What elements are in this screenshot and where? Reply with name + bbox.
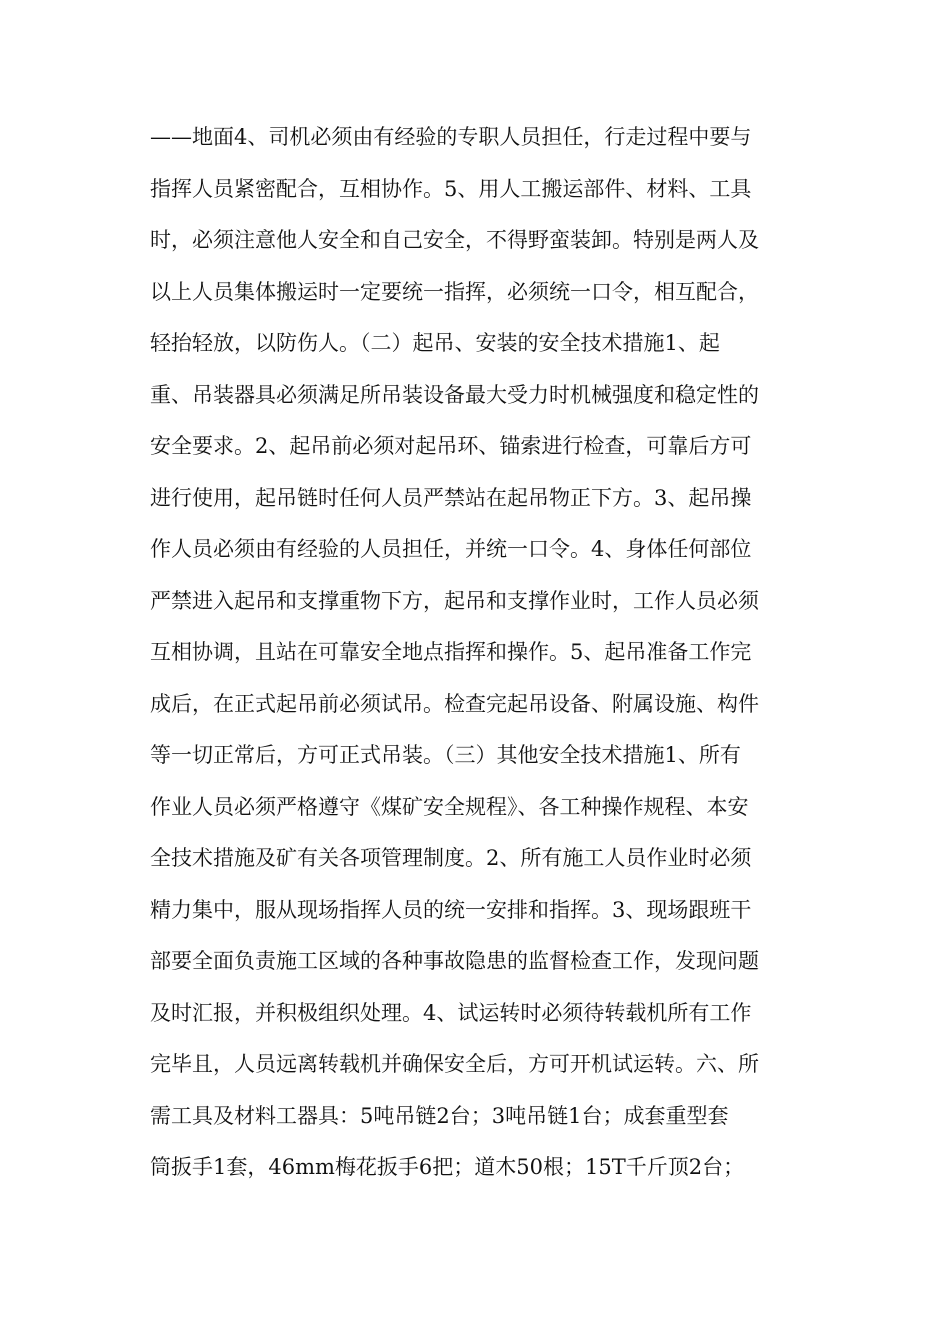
text-line: 等一切正常后，方可正式吊装。（三）其他安全技术措施1、所有 (150, 743, 741, 767)
text-line: 指挥人员紧密配合，互相协作。5、用人工搬运部件、材料、工具 (150, 176, 752, 201)
text-line: 作业人员必须严格遵守《煤矿安全规程》、各工种操作规程、本安 (150, 794, 749, 819)
text-line: 精力集中，服从现场指挥人员的统一安排和指挥。3、现场跟班干 (150, 897, 752, 922)
text-line: ——地面4、司机必须由有经验的专职人员担任，行走过程中要与 (150, 125, 752, 149)
text-line: 作人员必须由有经验的人员担任，并统一口令。4、身体任何部位 (150, 537, 752, 561)
text-line: 需工具及材料工器具：5吨吊链2台；3吨吊链1台；成套重型套 (150, 1103, 729, 1128)
text-line: 以上人员集体搬运时一定要统一指挥，必须统一口令，相互配合， (150, 279, 759, 304)
text-line: 互相协调，且站在可靠安全地点指挥和操作。5、起吊准备工作完 (150, 640, 752, 664)
body-text (150, 112, 810, 1194)
text-line: 全技术措施及矿有关各项管理制度。2、所有施工人员作业时必须 (150, 846, 752, 870)
text-line: 安全要求。2、起吊前必须对起吊环、锚索进行检查，可靠后方可 (150, 434, 752, 458)
text-line: 筒扳手1套，46mm梅花扳手6把；道木50根；15T千斤顶2台； (150, 1155, 745, 1179)
text-line: 部要全面负责施工区域的各种事故隐患的监督检查工作，发现问题 (150, 949, 759, 973)
text-line: 完毕且，人员远离转载机并确保安全后，方可开机试运转。六、所 (150, 1052, 759, 1076)
text-line: 重、吊装器具必须满足所吊装设备最大受力时机械强度和稳定性的 (150, 382, 759, 407)
text-line: 严禁进入起吊和支撑重物下方，起吊和支撑作业时，工作人员必须 (150, 588, 759, 613)
text-line: 轻抬轻放，以防伤人。（二）起吊、安装的安全技术措施1、起 (150, 331, 720, 355)
text-line: 及时汇报，并积极组织处理。4、试运转时必须待转载机所有工作 (150, 1000, 752, 1025)
text-line: 进行使用，起吊链时任何人员严禁站在起吊物正下方。3、起吊操 (150, 485, 752, 510)
text-line: 时，必须注意他人安全和自己安全，不得野蛮装卸。特别是两人及 (150, 228, 759, 252)
text-line: 成后，在正式起吊前必须试吊。检查完起吊设备、附属设施、构件 (150, 691, 759, 716)
